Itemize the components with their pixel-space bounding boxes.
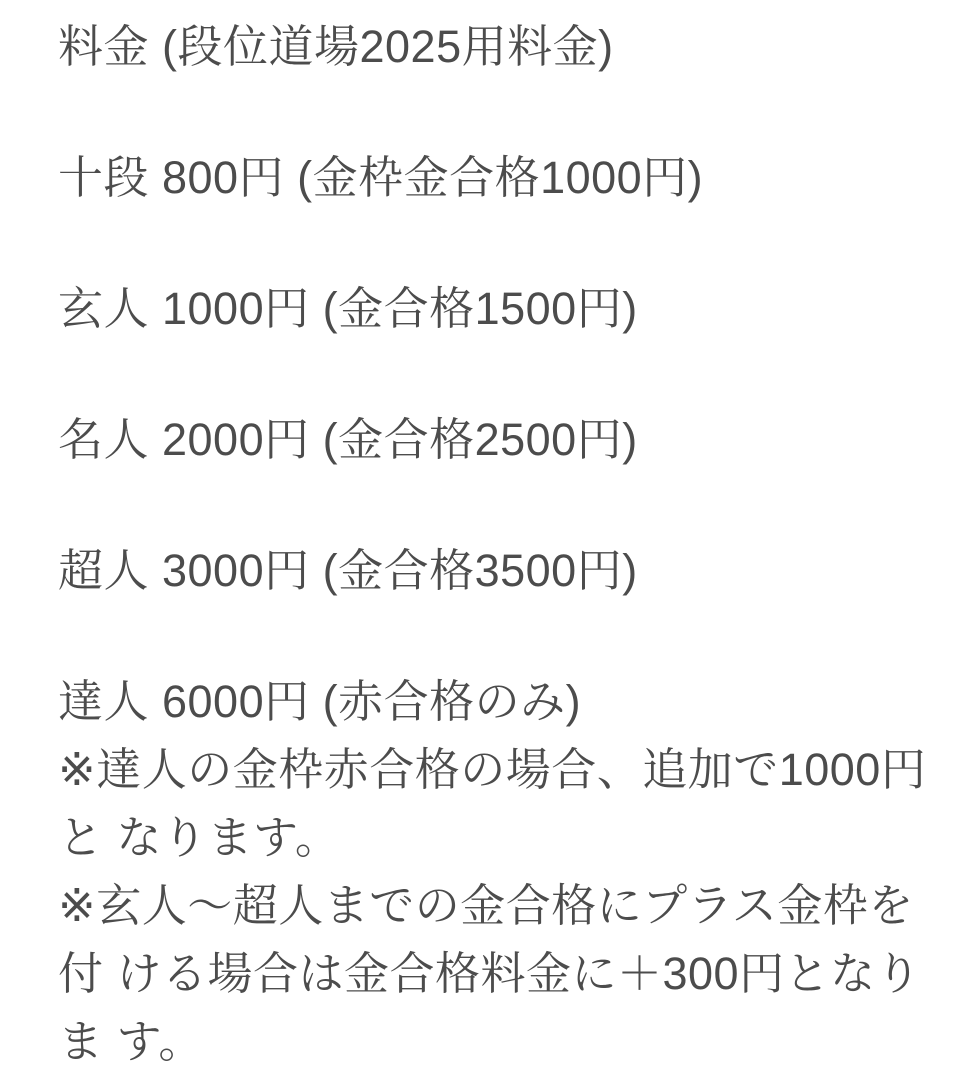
price-line-meijin: 名人 2000円 (金合格2500円) [58,414,638,465]
price-line-kurouto: 玄人 1000円 (金合格1500円) [58,283,638,334]
price-line-tatsujin: 達人 6000円 (赤合格のみ) [58,676,582,727]
price-line-judan: 十段 800円 (金枠金合格1000円) [58,152,704,203]
price-line-choujin: 超人 3000円 (金合格3500円) [58,545,638,596]
note-gold-frame-surcharge: ※玄人〜超人までの金合格にプラス金枠を付 ける場合は金合格料金に＋300円となりま す。 [58,880,922,1067]
pricing-title: 料金 (段位道場2025用料金) [58,21,614,72]
tatsujin-price-block [58,668,952,1076]
note-tatsujin-gold-frame-red-pass: ※達人の金枠赤合格の場合、追加で1000円と なります。 [58,744,927,863]
